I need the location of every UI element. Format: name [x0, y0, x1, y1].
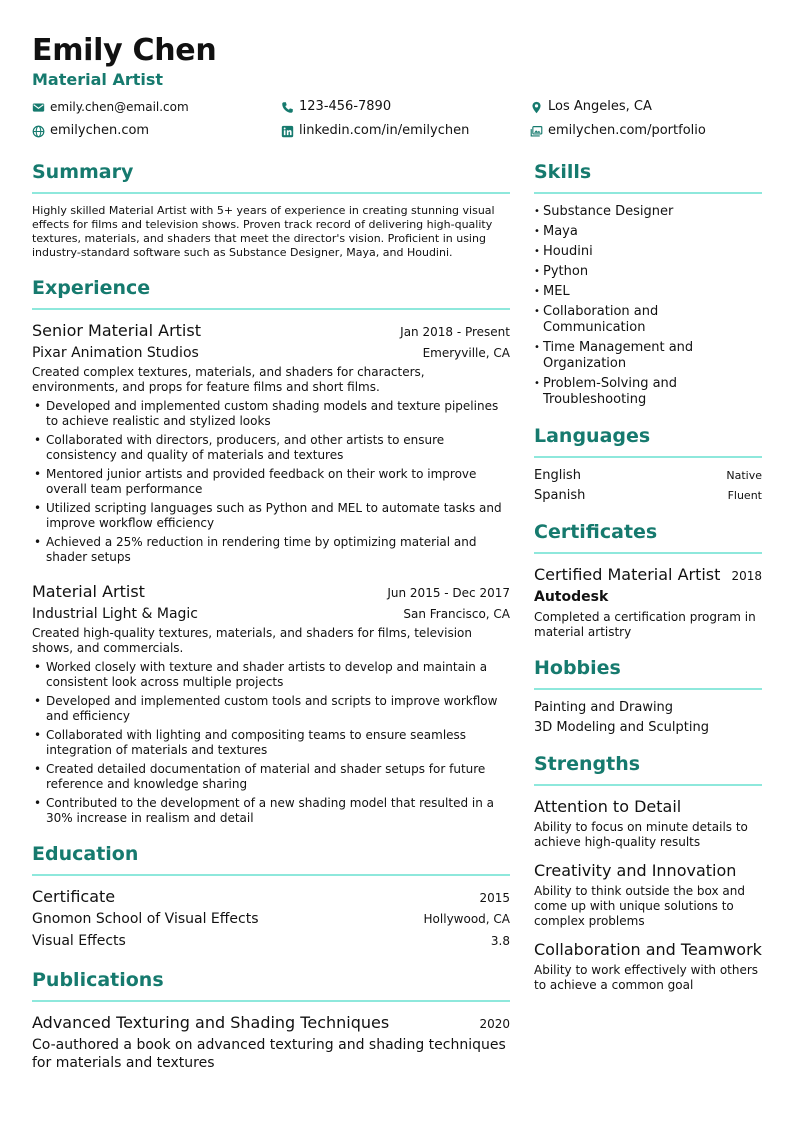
location-text: Los Angeles, CA	[548, 99, 652, 114]
job-bullets	[32, 660, 510, 826]
map-pin-icon	[530, 101, 543, 114]
section-title-summary: Summary	[32, 160, 510, 194]
job-location: San Francisco, CA	[403, 607, 510, 621]
strength-item	[534, 939, 762, 993]
summary-section	[32, 160, 510, 260]
skill-item: • Time Management and Organization	[534, 340, 762, 372]
section-title-certificates: Certificates	[534, 520, 762, 554]
job-bullet: • Mentored junior artists and provided feedback on their work to improve overall team performance	[32, 467, 510, 497]
job-date: Jun 2015 - Dec 2017	[387, 586, 510, 600]
contact-email[interactable]	[32, 98, 281, 116]
job-bullets	[32, 399, 510, 565]
job-bullet: • Developed and implemented custom tools and scripts to improve workflow and efficiency	[32, 694, 510, 724]
publication-description: Co-authored a book on advanced texturing and shading techniques for materials and textures	[32, 1037, 506, 1071]
section-title-hobbies: Hobbies	[534, 656, 762, 690]
skill-item: • Substance Designer	[534, 204, 762, 220]
left-column	[32, 160, 510, 1088]
strength-description: Ability to work effectively with others to achieve a common goal	[534, 963, 759, 992]
contact-list	[32, 98, 762, 140]
job-bullet: • Developed and implemented custom shading models and texture pipelines to achieve realistic and stylized looks	[32, 399, 510, 429]
linkedin-text: linkedin.com/in/emilychen	[299, 123, 470, 138]
job-bullet: • Utilized scripting languages such as Python and MEL to automate tasks and improve workflow efficiency	[32, 501, 510, 531]
publication-year: 2020	[479, 1017, 510, 1031]
contact-website[interactable]	[32, 122, 281, 140]
contact-location	[530, 98, 762, 116]
job-bullet: • Contributed to the development of a new shading model that resulted in a 30% increase in realism and detail	[32, 796, 510, 826]
job-bullet: • Collaborated with lighting and compositing teams to ensure seamless integration of materials and textures	[32, 728, 510, 758]
school-name: Gnomon School of Visual Effects	[32, 911, 259, 927]
degree: Certificate	[32, 887, 116, 906]
job-bullet: • Achieved a 25% reduction in rendering time by optimizing material and shader setups	[32, 535, 510, 565]
certificates-section	[534, 520, 762, 640]
contact-linkedin[interactable]	[281, 122, 530, 140]
skill-item: • MEL	[534, 284, 762, 300]
company-name: Industrial Light & Magic	[32, 606, 198, 622]
certificate-issuer: Autodesk	[534, 589, 609, 605]
section-title-experience: Experience	[32, 276, 510, 310]
phone-icon	[281, 101, 294, 114]
contact-portfolio[interactable]	[530, 122, 762, 140]
job-entry	[32, 581, 510, 826]
contact-phone[interactable]	[281, 98, 530, 116]
language-row	[534, 468, 762, 484]
field-of-study: Visual Effects	[32, 933, 126, 949]
school-location: Hollywood, CA	[423, 912, 510, 926]
skill-item: • Python	[534, 264, 762, 280]
strength-item	[534, 860, 762, 929]
strength-title: Creativity and Innovation	[534, 861, 737, 880]
summary-text: Highly skilled Material Artist with 5+ years of experience in creating stunning visual effects for films and television shows. Proven track record of delivering high-quality textures, materials, and shaders that meet the director's vision. Proficient in using industry-standard software such as Substance Designer, Maya, and Houdini.	[32, 204, 495, 259]
language-level: Fluent	[727, 489, 762, 502]
hobby-item: 3D Modeling and Sculpting	[534, 720, 709, 735]
skills-list	[534, 204, 762, 408]
job-location: Emeryville, CA	[422, 346, 510, 360]
job-title: Material Artist	[32, 582, 145, 601]
full-name: Emily Chen	[32, 33, 217, 68]
envelope-icon	[32, 101, 45, 114]
language-name: English	[534, 468, 581, 483]
website-text: emilychen.com	[50, 123, 150, 138]
skill-item: • Maya	[534, 224, 762, 240]
phone-text: 123-456-7890	[299, 99, 392, 114]
portfolio-text: emilychen.com/portfolio	[548, 123, 706, 138]
education-year: 2015	[479, 891, 510, 905]
company-name: Pixar Animation Studios	[32, 345, 199, 361]
strength-title: Attention to Detail	[534, 797, 682, 816]
job-date: Jan 2018 - Present	[400, 325, 510, 339]
job-description: Created complex textures, materials, and shaders for characters, environments, and props for feature films and short films.	[32, 365, 425, 394]
job-entry	[32, 320, 510, 565]
job-bullet: • Worked closely with texture and shader artists to develop and maintain a consistent look across multiple projects	[32, 660, 510, 690]
skills-section	[534, 160, 762, 408]
gpa: 3.8	[490, 934, 510, 948]
linkedin-icon	[281, 125, 294, 138]
certificate-year: 2018	[731, 569, 762, 583]
certificate-description: Completed a certification program in material artistry	[534, 610, 756, 639]
right-column	[534, 160, 762, 1088]
resume-header	[32, 34, 762, 90]
section-title-skills: Skills	[534, 160, 762, 194]
strength-description: Ability to think outside the box and come up with unique solutions to complex problems	[534, 884, 745, 928]
job-bullet: • Collaborated with directors, producers, and other artists to ensure consistency and quality of materials and textures	[32, 433, 510, 463]
portfolio-icon	[530, 125, 543, 138]
skill-item: • Problem-Solving and Troubleshooting	[534, 376, 762, 408]
skill-item: • Houdini	[534, 244, 762, 260]
strength-title: Collaboration and Teamwork	[534, 940, 762, 959]
hobby-item: Painting and Drawing	[534, 700, 674, 715]
language-name: Spanish	[534, 488, 586, 503]
language-row	[534, 488, 762, 504]
experience-section	[32, 276, 510, 826]
strength-description: Ability to focus on minute details to achieve high-quality results	[534, 820, 748, 849]
globe-icon	[32, 125, 45, 138]
section-title-education: Education	[32, 842, 510, 876]
languages-section	[534, 424, 762, 504]
job-title: Senior Material Artist	[32, 321, 201, 340]
section-title-strengths: Strengths	[534, 752, 762, 786]
education-section	[32, 842, 510, 952]
strengths-section	[534, 752, 762, 993]
strength-item	[534, 796, 762, 850]
publications-section	[32, 968, 510, 1072]
publication-title: Advanced Texturing and Shading Techniques	[32, 1013, 390, 1032]
job-bullet: • Created detailed documentation of material and shader setups for future reference and knowledge sharing	[32, 762, 510, 792]
certificate-title: Certified Material Artist	[534, 565, 721, 584]
hobbies-section	[534, 656, 762, 736]
email-text: emily.chen@email.com	[50, 100, 189, 114]
resume-columns	[32, 160, 762, 1088]
section-title-languages: Languages	[534, 424, 762, 458]
job-description: Created high-quality textures, materials, and shaders for films, television shows, and commercials.	[32, 626, 473, 655]
section-title-publications: Publications	[32, 968, 510, 1002]
language-level: Native	[726, 469, 762, 482]
job-role: Material Artist	[32, 70, 164, 89]
skill-item: • Collaboration and Communication	[534, 304, 762, 336]
